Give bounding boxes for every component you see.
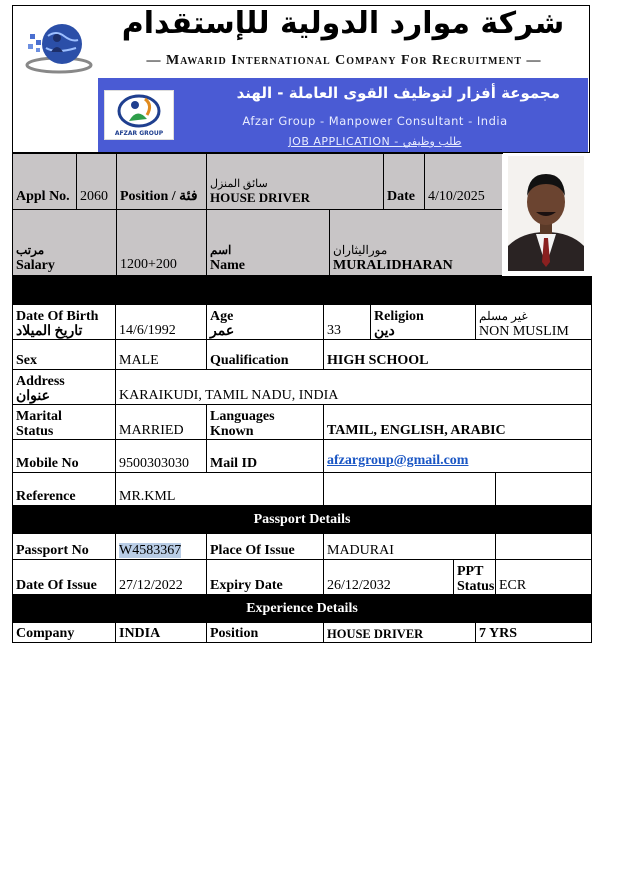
languages-label: Languages bbox=[210, 409, 275, 424]
date-of-issue-value: 27/12/2022 bbox=[116, 560, 207, 595]
marital-label-2: Status bbox=[16, 424, 54, 439]
qualification-value: HIGH SCHOOL bbox=[324, 340, 592, 370]
position-cell bbox=[207, 154, 384, 210]
name-label-arabic: اسم bbox=[210, 243, 232, 257]
mail-link[interactable]: afzargroup@gmail.com bbox=[327, 453, 469, 468]
salary-value: 1200+200 bbox=[117, 210, 207, 276]
age-label-arabic: عمر bbox=[210, 324, 235, 339]
dob-label-arabic: تاريخ الميلاد bbox=[16, 324, 83, 339]
expiry-date-label: Expiry Date bbox=[207, 560, 324, 595]
reference-empty-1 bbox=[324, 473, 496, 506]
company-title-arabic: شركة موارد الدولية للإستقدام bbox=[121, 6, 565, 41]
name-label: Name bbox=[210, 258, 245, 273]
religion-value-cell bbox=[476, 305, 592, 340]
marital-label-cell bbox=[13, 405, 116, 440]
expiry-date-value: 26/12/2032 bbox=[324, 560, 454, 595]
position-arabic: سائق المنزل bbox=[210, 178, 268, 190]
age-label: Age bbox=[210, 309, 234, 324]
dob-value: 14/6/1992 bbox=[116, 305, 207, 340]
job-application-title: JOB APPLICATION - طلب وظيفي bbox=[288, 135, 462, 148]
salary-label: Salary bbox=[16, 258, 55, 273]
appl-no-label: Appl No. bbox=[13, 154, 77, 210]
address-label-cell bbox=[13, 370, 116, 405]
address-label: Address bbox=[16, 374, 65, 389]
position-label: Position / فئة bbox=[117, 154, 207, 210]
languages-value: TAMIL, ENGLISH, ARABIC bbox=[324, 405, 592, 440]
age-value: 33 bbox=[324, 305, 371, 340]
svg-text:AFZAR GROUP: AFZAR GROUP bbox=[114, 130, 164, 137]
details-table bbox=[12, 276, 592, 643]
appl-no-value: 2060 bbox=[77, 154, 117, 210]
name-cell bbox=[330, 210, 503, 276]
afzar-logo-icon bbox=[104, 90, 174, 140]
dob-label-cell bbox=[13, 305, 116, 340]
place-of-issue-value: MADURAI bbox=[324, 534, 496, 560]
experience-years: 7 YRS bbox=[476, 623, 592, 643]
sex-label: Sex bbox=[13, 340, 116, 370]
company-label: Company bbox=[13, 623, 116, 643]
company-title-english: — Mawarid International Company For Recruitment — bbox=[146, 53, 542, 68]
passport-no-value: W4583367 bbox=[119, 543, 182, 558]
ppt-status-label-2: Status bbox=[457, 579, 495, 594]
name-arabic: موراليثاران bbox=[333, 243, 388, 257]
reference-empty-2 bbox=[496, 473, 592, 506]
religion-label-cell bbox=[371, 305, 476, 340]
ppt-status-label-cell bbox=[454, 560, 496, 595]
dob-label: Date Of Birth bbox=[16, 309, 99, 324]
date-label: Date bbox=[384, 154, 425, 210]
name-label-cell bbox=[207, 210, 330, 276]
salary-label-cell bbox=[13, 210, 117, 276]
experience-section-title: Experience Details bbox=[13, 595, 592, 623]
reference-label: Reference bbox=[13, 473, 116, 506]
passport-no-label: Passport No bbox=[13, 534, 116, 560]
place-of-issue-label: Place Of Issue bbox=[207, 534, 324, 560]
experience-position-label: Position bbox=[207, 623, 324, 643]
age-label-cell bbox=[207, 305, 324, 340]
mobile-label: Mobile No bbox=[13, 440, 116, 473]
religion-label-arabic: دين bbox=[374, 324, 395, 339]
marital-label: Marital bbox=[16, 409, 62, 424]
salary-label-arabic: مرتب bbox=[16, 243, 45, 257]
afzar-group-english: Afzar Group - Manpower Consultant - India bbox=[242, 114, 508, 128]
company-value: INDIA bbox=[116, 623, 207, 643]
top-info-table bbox=[12, 153, 503, 276]
mobile-value: 9500303030 bbox=[116, 440, 207, 473]
religion-label: Religion bbox=[374, 309, 424, 324]
passport-section-title: Passport Details bbox=[13, 506, 592, 534]
applicant-photo bbox=[502, 154, 590, 276]
ppt-status-label: PPT bbox=[457, 564, 484, 579]
mail-label: Mail ID bbox=[207, 440, 324, 473]
passport-no-cell bbox=[116, 534, 207, 560]
name-value: MURALIDHARAN bbox=[333, 258, 453, 273]
experience-position-value: HOUSE DRIVER bbox=[324, 623, 476, 643]
address-value: KARAIKUDI, TAMIL NADU, INDIA bbox=[116, 370, 592, 405]
passport-empty bbox=[496, 534, 592, 560]
marital-value: MARRIED bbox=[116, 405, 207, 440]
qualification-label: Qualification bbox=[207, 340, 324, 370]
position-value: HOUSE DRIVER bbox=[210, 190, 311, 205]
languages-label-cell bbox=[207, 405, 324, 440]
ppt-status-value: ECR bbox=[496, 560, 592, 595]
languages-label-2: Known bbox=[210, 424, 254, 439]
mail-cell bbox=[324, 440, 592, 473]
religion-value: NON MUSLIM bbox=[479, 324, 569, 339]
date-value: 4/10/2025 bbox=[425, 154, 503, 210]
reference-value: MR.KML bbox=[116, 473, 324, 506]
religion-arabic: غير مسلم bbox=[479, 309, 528, 323]
sex-value: MALE bbox=[116, 340, 207, 370]
black-separator-bar bbox=[13, 277, 592, 305]
date-of-issue-label: Date Of Issue bbox=[13, 560, 116, 595]
afzar-group-arabic: مجموعة أفزار لتوظيف القوى العاملة - الهند bbox=[236, 84, 560, 102]
address-label-arabic: عنوان bbox=[16, 389, 50, 404]
mawarid-globe-logo-icon bbox=[24, 18, 94, 76]
